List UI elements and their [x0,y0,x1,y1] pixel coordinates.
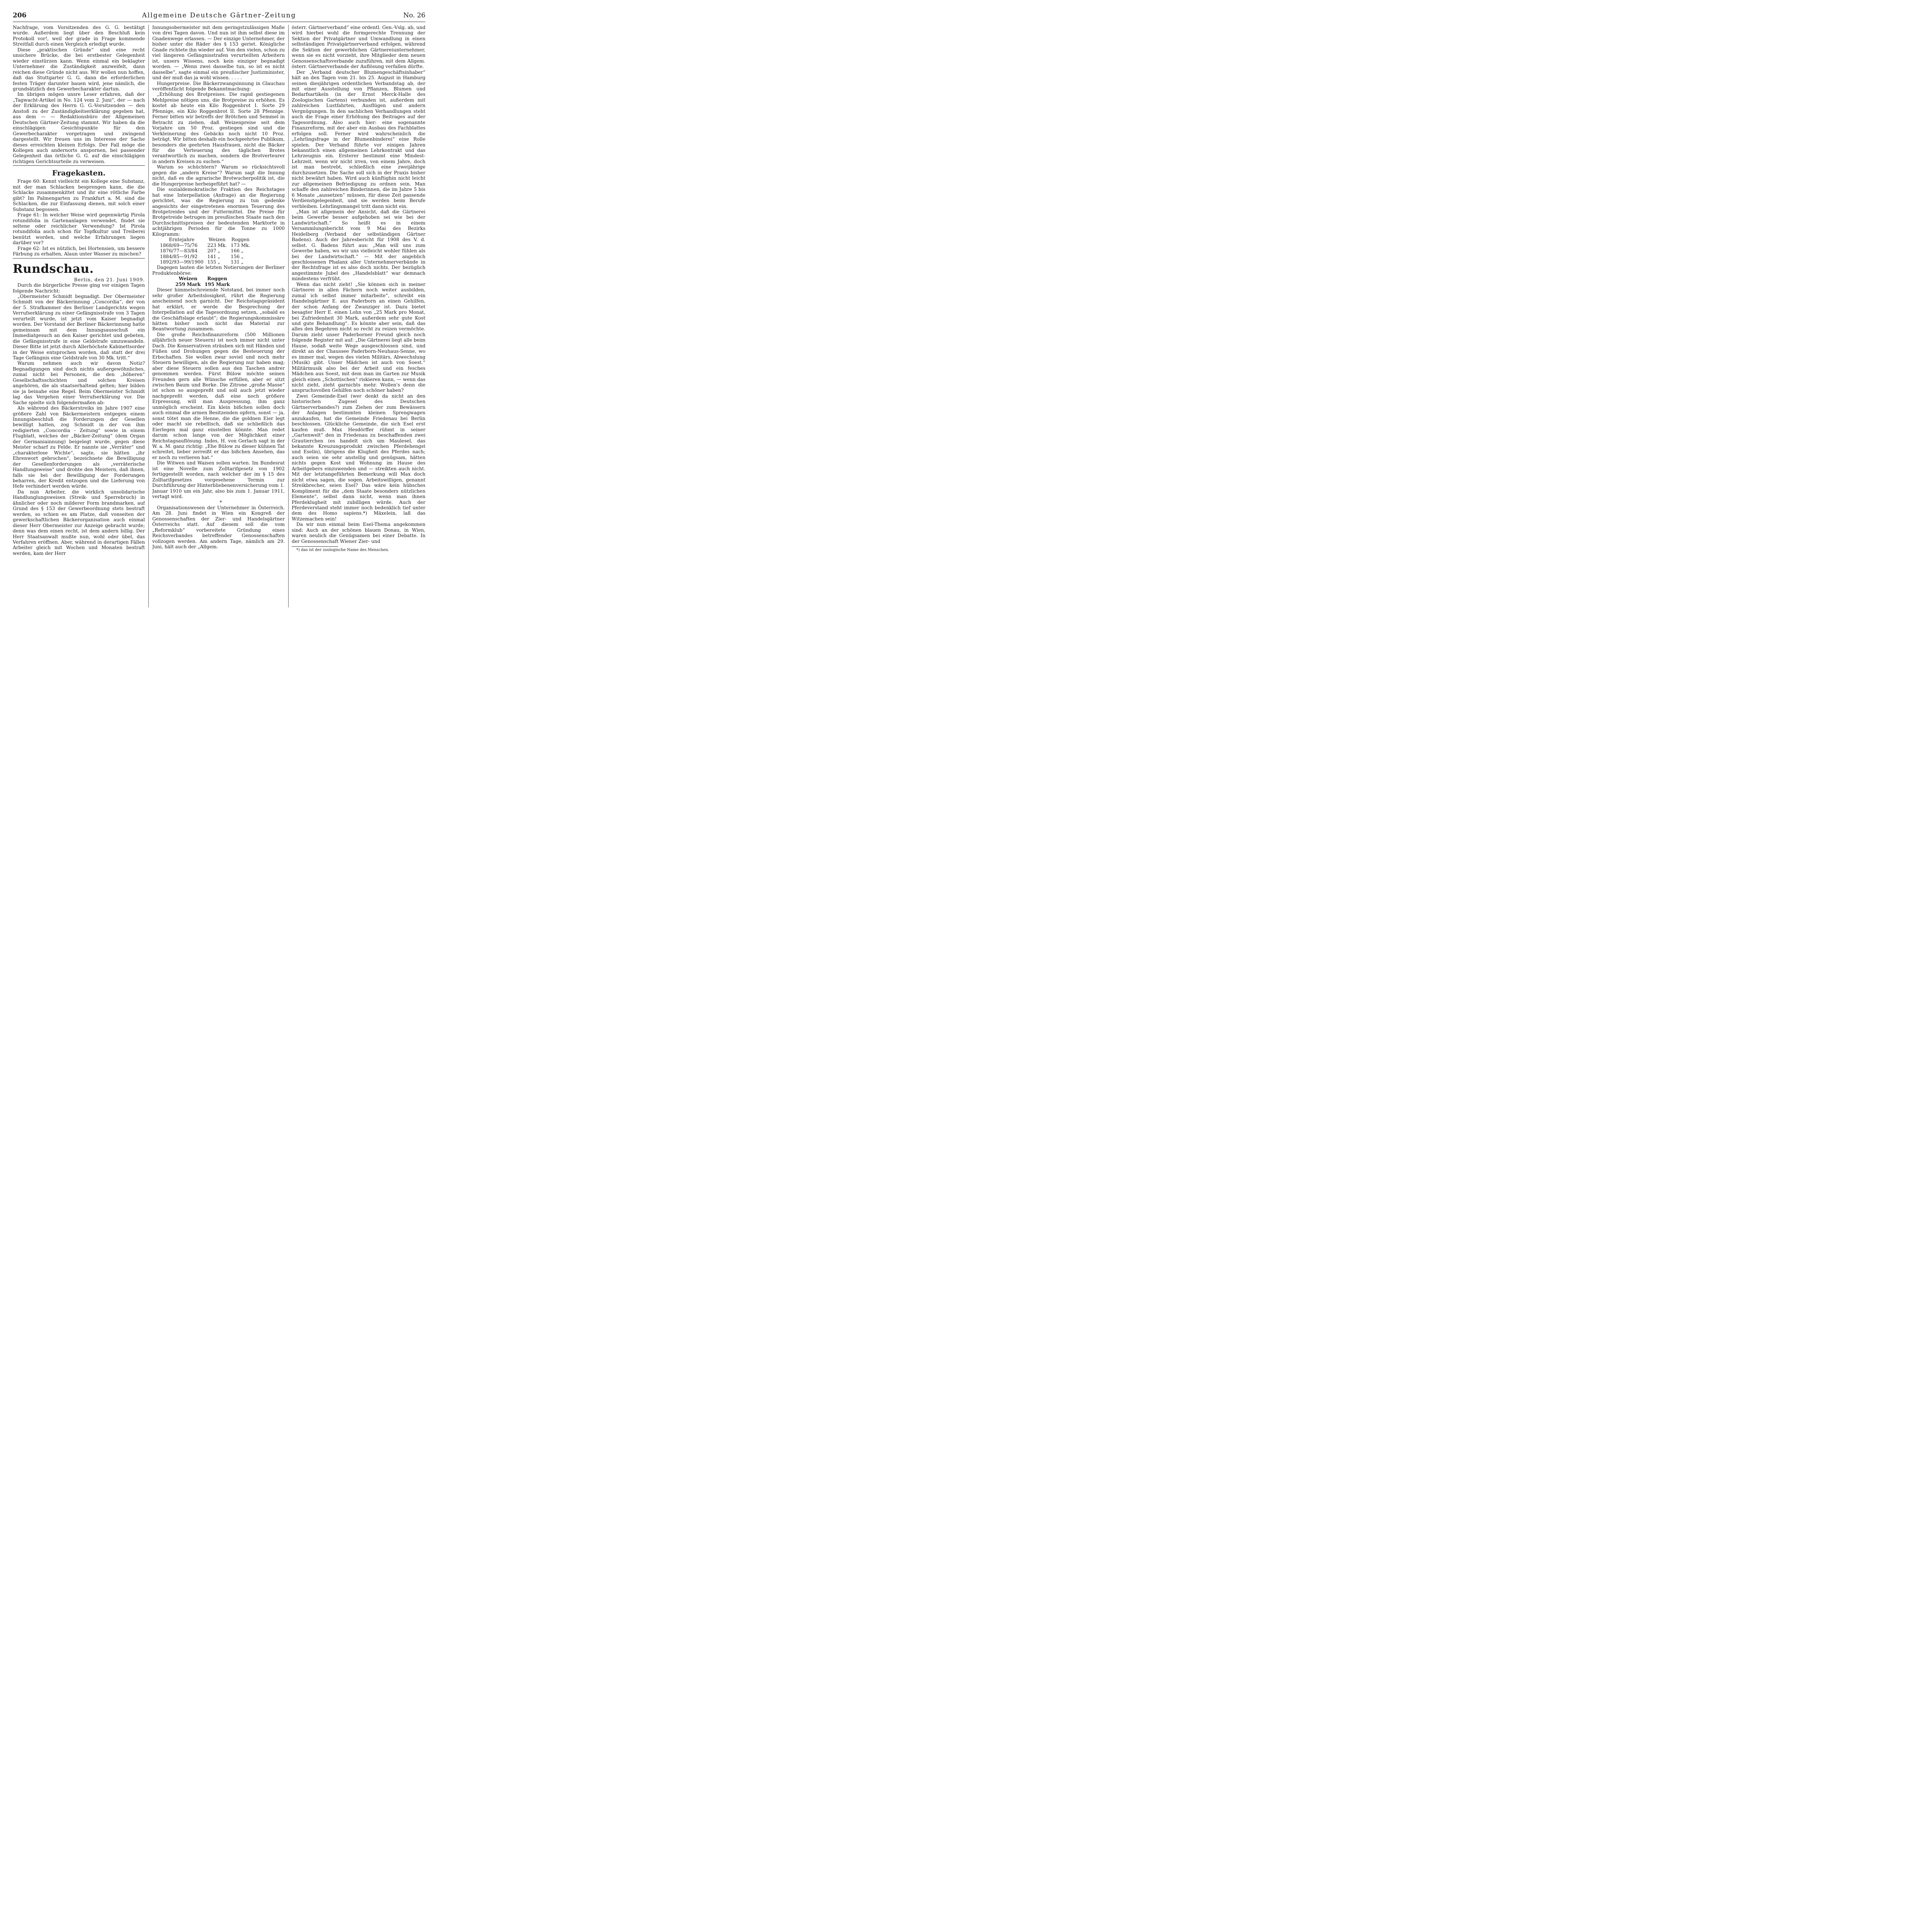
paragraph: Diese „praktischen Gründe“ sind eine recht unsichere Brücke, die bei erstbester Gelegenheit wieder einstürzen kann. Wenn einmal ein beklagter Unternehmer die Zuständigkeit anzweifelt, dann reichen diese Gründe nicht aus. Wir wollen nun hoffen, daß das Stuttgarter G. G. dann die erforderlichen festen Träger darunter bauen wird, jene nämlich, die grundsätzlich den Gewerbecharakter dartun. [13,47,145,92]
question: Frage 62: Ist es nützlich, bei Hortensien, um bessere Färbung zu erhalten, Alaun unter Wasser zu mischen? [13,245,145,257]
table-row [160,254,254,259]
table-row [160,243,254,248]
dateline: Berlin, den 21. Juni 1909. [74,277,145,282]
table-cell: 131 „ [231,259,244,265]
paragraph: Zwei Gemeinde-Esel (wer denkt da nicht an den historischen Zugesel des Deutschen Gärtnerverbandes?) zum Ziehen der zum Bewässern der Anlagen bestimmten kleinen Sprengwagen anzukaufen, hat die Gemeinde Friedenau bei Berlin beschlossen. Glückliche Gemeinde, die sich Esel erst kaufen muß. Max Hesdörffer rühmt in seiner „Gartenwelt“ den in Friedenau zu beschaffenden zwei Grautierchen (es handelt sich um Maulesel, das bekannte Kreuzungsprodukt zwischen Pferdehengst und Eselin), übrigens die Klugheit des Pferdes nach; auch seien sie sehr anstellig und genügsam, hätten nichts gegen Kost und Wohnung im Hause des Arbeitgebers einzuwenden und — streikten auch nicht. Mit der letztangeführten Bemerkung will Max doch nicht etwa sagen, die sogen. Arbeitswilligen, genannt Streikbrecher, seien Esel? Das wäre kein hübsches Kompliment für die „dem Staate besonders nützlichen Elemente“, selbst dann nicht, wenn man ihnen Pferdeklugheit mit zubilligen würde. Auch der Pferdeverstand steht immer noch bedenklich tief unter dem des Homo sapiens.*) Mäxelein, laß das Witzemachen sein! [292,393,425,522]
paragraph: Dagegen lauten die letzten Notierungen der Berliner Produktenbörse: [152,265,285,276]
table-header: Roggen [207,276,227,282]
paragraph: „Obermeister Schmidt begnadigt. Der Obermeister Schmidt von der Bäckerinnung „Concordia“, der von der 5. Strafkammer des Berliner Landgerichts wegen Verrufserklärung zu einer Gefängnisstrafe von 3 Tagen verurteilt wurde, ist jetzt vom Kaiser begnadigt worden. Der Vorstand der Berliner Bäckerinnung hatte gemeinsam mit dem Innungsausschuß ein Immediatgesuch an den Kaiser gerichtet und gebeten, die Gefängnisstrafe in eine Geldstrafe umzuwandeln. Dieser Bitte ist jetzt durch Allerhöchste Kabinettsorder in der Weise entsprochen worden, daß statt der drei Tage Gefängnis eine Geldstrafe von 30 Mk. tritt.“ [13,294,145,361]
table-row [160,259,254,265]
paragraph: Dieser himmelschreiende Notstand, bei immer noch sehr großer Arbeitslosigkeit, rührt die Regierung anscheinend noch garnicht. Der Reichstagspräsident hat erklärt, er werde die Besprechung der Interpellation auf die Tagesordnung setzen, „sobald es die Geschäftslage erlaubt“; die Regierungskommissäre hätten bisher noch nicht das Material zur Beantwortung zusammen. [152,287,285,332]
page-number: 206 [13,12,27,19]
table-header: Erntejahre [169,237,195,243]
table-header: Weizen [208,237,226,243]
table-cell: 155 „ [207,259,220,265]
paragraph: Im übrigen mögen unsre Leser erfahren, daß der „Tagwacht-Artikel in No. 124 vom 2. Juni“, der — nach der Erklärung des Herrn G. G.-Vorsitzenden — den Anstoß zu der Zuständigkeitserklärung gegeben hat, aus dem — — Redaktionsbüro der Allgemeinen Deutschen Gärtner-Zeitung stammt. Wir haben da die einschlägigen Gesichtspunkte für den Gewerbecharakter vorgetragen und zwingend dargestellt. Wir freuen uns im Interesse der Sache dieses erreichten kleinen Erfolgs. Der Fall möge die Kollegen auch andernorts anspornen, bei passender Gelegenheit das örtliche G. G. auf die einschlägigen richtigen Gerichtsurteile zu verweisen. [13,92,145,164]
table-cell: 223 Mk. [207,242,227,248]
paragraph: Die große Reichsfinanzreform (500 Millionen alljährlich neuer Steuern) ist noch immer nicht unter Dach. Die Konservativen sträuben sich mit Händen und Füßen und Drohungen gegen die Besteuerung der Erbschaften. Sie wollen zwar soviel und noch mehr Steuern bewilligen, als die Regierung nur haben mag; aber diese Steuern sollen aus den Taschen andrer genommen werden. Fürst Bülow möchte seinen Freunden gern alle Wünsche erfüllen, aber er sitzt zwischen Baum und Borke. Die Zitrone „große Masse“ ist schon so ausgepreßt und soll auch jetzt wieder nachgepreßt werden, daß eine noch größere Erpressung, will man Auspressung, ihm ganz unmöglich erscheint. Ein klein bißchen sollen doch auch einmal die armen Besitzenden opfern, sonst — ja, sonst tötet man die Henne, die die goldnen Eier legt oder macht sie rebellisch, daß sie schließlich das Eierlegen mal ganz einstellen könnte. Man redet darum schon lange von der Möglichkeit einer Reichstagsauflösung. Indes, H. von Gerlach sagt in der W. a. M. ganz richtig: „Ehe Bülow zu dieser kühnen Tat schreitet, lieber zerreißt er das bißchen Ansehen, das er noch zu verlieren hat.“ [152,332,285,460]
table-cell: 195 Mark [204,281,230,287]
table-cell: 141 „ [207,253,220,259]
paragraph: Warum so schüchtern? Warum so rücksichtsvoll gegen die „andern Kreise“? Warum sagt die Innung nicht, daß es die agrarische Brotwucherpolitik ist, die die Hungerpreise herbeigeführt hat? — [152,164,285,187]
column-divider [148,25,149,607]
table-cell: 1892/93—99/1900 [160,259,204,265]
table-header: Roggen [231,237,250,243]
table-row [175,282,234,287]
paragraph: Wenn das nicht zieht! „Sie können sich in meiner Gärtnerei in allen Fächern noch weiter ausbilden, zumal ich selbst immer mitarbeite“, schreibt ein Handelsgärtner E. aus Paderborn an einen Gehilfen, der schon Anfang der Zwanziger ist. Dazu bietet besagter Herr E. einen Lohn von „25 Mark pro Monat, bei Zufriedenheit 30 Mark, außerdem sehr gute Kost und gute Behandlung“. Es könnte aber sein, daß das alles den Begehren nicht so recht zu reizen vermöchte. Darum zieht unser Paderborner Freund gleich noch folgende Register mit auf: „Die Gärtnerei liegt alle beim Hause, sodaß weite Wege ausgeschlossen sind, und direkt an der Chaussee Paderborn-Neuhaus-Senne, wo es immer mal, wegen des vielen Militärs, Abwechslung (Musik) gibt. Unser Mädchen ist auch von Soest.“ Militärmusik also bei der Arbeit und ein fesches Mädchen aus Soest, mit dem man im Garten zur Musik gleich einen „Schottischen“ riskieren kann, — wenn das nicht zieht, zieht garnichts mehr. Wollen's denn die anspruchsvollen Gehilfen noch schöner haben? [292,281,425,393]
table-cell: 1884/85—91/92 [160,253,198,259]
table-cell: 207 „ [207,248,220,254]
grain-price-table [160,237,254,265]
paragraph: Die sozialdemokratische Fraktion des Reichstages hat eine Interpellation (Anfrage) an die Regierung gerichtet, was die Regierung zu tun gedenke angesichts der eingetretenen enormen Teuerung des Brotgetreides und der Futtermittel. Die Preise für Brotgetreide betrugen im preußischen Staate nach den Durchschnittspreisen der bedeutenden Marktorte in achtjährigen Perioden für die Tonne zu 1000 Kilogramm: [152,187,285,237]
table-cell: 1868/69—75/76 [160,242,198,248]
table-cell: 166 „ [231,248,244,254]
table-cell: 259 Mark [175,281,201,287]
page-header [13,11,425,22]
column-middle [152,25,285,607]
paragraph: Da nun Arbeiter, die wirklich unsolidarische Handlunglungsweisen (Streik- und Sperrebruch) in ähnlicher oder noch milderer Form brandmarken, auf Grund des § 153 der Gewerbeordnung stets bestraft werden, so schien es am Platze, daß vonseiten der gewerkschaftlichen Bäckerorganisation auch einmal dieser Herr Obermeister zur Anzeige gebracht wurde; denn was dem einen recht, ist dem andern billig. Der Herr Staatsanwalt mußte nun, wohl oder übel, das Verfahren eröffnen. Aber, während in derartigen Fällen Arbeiter gleich mit Wochen und Monaten bestraft werden, kam der Herr [13,489,145,556]
paragraph: Hungerpreise. Die Bäckerzwangsinnung in Glauchau veröffentlicht folgende Bekanntmachung: [152,80,285,92]
paragraph: Nachfrage, vom Vorsitzenden des G. G. bestätigt wurde. Außerdem liegt über den Beschluß kein Protokoll vor!, weil der grade in Frage kommende Streitfall durch einen Vergleich erledigt wurde. [13,25,145,47]
boerse-table [175,276,234,287]
table-header: Weizen [178,276,197,282]
footnote: *) das ist der zoologische Name des Menschen. [296,548,389,553]
section-heading-fragekasten: Fragekasten. [52,169,106,178]
column-right [292,25,425,607]
column-left [13,25,145,607]
paragraph: „Man ist allgemein der Ansicht, daß die Gärtnerei beim Gewerbe besser aufgehoben sei wie bei der Landwirtschaft.“ So heißt es in einem Versammlungsbericht vom 9 Mai des Bezirks Heidelberg (Verband der selbständigen Gärtner Badens). Auch der Jahresbericht für 1908 des V. d. selbst. G. Badens führt aus: „Man will uns zum Gewerbe haben, wo wir uns vielleicht wohler fühlen als bei der Landwirtschaft.“ — Mit der angeblich geschlossenen Phalanx aller Unternehmerverbände in der Rechtsfrage ist es also doch nichts. Der bezüglich angestimmte Jubel des „Handelsblatt“ war demnach mindestens verfrüht. [292,209,425,282]
paragraph: Organisationswesen der Unternehmer in Österreich. Am 28. Juni findet in Wien ein Kongreß der Genossenschaften der Zier- und Handelsgärtner Österreichs statt. Auf diesem soll die vom „Reformklub“ vorbereitete Gründung eines Reichsverbandes betreffender Genossenschaften vollzogen werden. Am andern Tage, nämlich am 29. Juni, hält auch der „Allgem. [152,505,285,550]
question: Frage 60: Kennt vielleicht ein Kollege eine Substanz, mit der man Schlacken besprengen kann, die die Schlacke zusammenkittet und ihr eine rötliche Farbe gibt? Im Palmengarten zu Frankfurt a. M. sind die Schlacken, die zur Einfassung dienen, mit solch einer Substanz begossen. [13,179,145,212]
paragraph: Als während des Bäckerstreiks im Jahre 1907 eine größere Zahl von Bäckermeistern entgegen einem Innungsbeschluß die Forderungen der Gesellen bewilligt hatten, zog Schmidt in der von ihm redigierten „Concordia - Zeitung“ sowie in einem Flugblatt, welches der „Bäcker-Zeitung“ (dem Organ der Germaniainnung) beigelegt wurde, gegen diese Meister scharf zu Felde. Er nannte sie „Verräter“ und „charakterlose Wichte“, sagte, sie hätten „ihr Ehrenwort gebrochen“, bezeichnete die Bewilligung der Gesellenforderungen als „verräterische Handlungsweise“ und drohte den Meistern, daß ihnen, falls sie bei der Bewilligung der Forderungen beharren, der Kredit entzogen und die Lieferung von Hefe verhindert werden würde. [13,405,145,489]
table-cell: 173 Mk. [231,242,250,248]
paragraph: Der „Verband deutscher Blumengeschäftsinhaber“ hält an den Tagen vom 21. bis 25. August in Hamburg seinen diesjährigen ordentlichen Verbandstag ab, der mit einer Ausstellung von Pflanzen, Blumen und Bedarfsartikeln (in der Ernst Merck-Halle des Zoologischen Gartens) verbunden ist, außerdem mit zahlreichen Lustfahrten, Ausflügen und andern Vergnügungen. In den sachlichen Verhandlungen steht auch die Frage einer Erhöhung des Beitrages auf der Tagesordnung. Also auch hier: eine sogenannte Finanzreform, mit der aber ein Ausbau des Fachblattes erfolgen soll. Ferner wird wahrscheinlich die „Lehrlingsfrage in der Blumenbinderei“ eine Rolle spielen. Der Verband führte vor einigen Jahren bekanntlich einen allgemeinen Lehrkontrakt und das Lehrzeugnis ein. Ersterer bestimmt eine Mindest-Lehrzeit, wenn wir nicht irren, von einem Jahre, doch ist man bestrebt, schließlich eine zweijährige durchzusetzen. Die Sache soll sich in der Praxis bisher nicht bewährt haben. Wird auch künftighin nicht leicht zur allgemeinen Befriedigung zu ordnen sein. Man schaffe den zahlreichen Binderinnen, die im Jahre 5 bis 6 Monate „aussetzen“ müssen, für diese Zeit passende Verdienstgelegenheit, und sie werden beim Berufe verbleiben. Lehrlingsmangel tritt dann nicht ein. [292,69,425,209]
section-heading-rundschau: Rundschau. [13,262,94,276]
paragraph: „Erhöhung des Brotpreises. Die rapid gestiegenen Mehlpreise nötigen uns, die Brotpreise zu erhöhen. Es kostet ab heute ein Kilo Roggenbrot I. Sorte 29 Pfennige, ein Kilo Roggenbrot II. Sorte 28 Pfennige. Ferner bitten wir betreffs der Brötchen und Semmel in Betracht zu ziehen, daß Weizenpreise seit dem Vorjahre um 50 Proz. gestiegen sind und die Verkleinerung des Gebäcks noch nicht 10 Proz. beträgt. Wir bitten deshalb ein hochgeehrtes Publikum, besonders die geehrten Hausfrauen, nicht die Bäcker für die Verteuerung des täglichen Brotes verantwortlich zu machen, sondern die Brotverteurer in andern Kreisen zu suchen.“ [152,92,285,164]
table-row [160,248,254,253]
issue-number: No. 26 [403,12,425,19]
question: Frage 61: In welcher Weise wird gegenwärtig Pirola rotundifolia in Gartenanlagen verwendet, findet sie seltene oder reichlicher Verwendung? Ist Pirola rotundifolia auch schon für Topfkultur und Treiberei benützt worden, und welche Erfahrungen liegen darüber vor? [13,212,145,246]
paragraph: österr. Gärtnerverband“ eine ordentl. Gen.-Vslg. ab, und wird hierbei wohl die formgerechte Trennung der Sektion der Privatgärtner und Umwandlung in einen selbständigen Privatgärtnerverband erfolgen, während die Sektion der gewerblichen Gärtnereiunternehmer, wenn sie es nicht vorzieht, ihre Mitglieder dem neuen Genossenschaftsverbande zuzuführen, mit dem Allgem. österr. Gärtnerverbande der Auflösung verfallen dürfte. [292,25,425,70]
section-divider [13,258,145,259]
section-star: * [219,499,222,505]
section-divider [13,165,145,166]
table-cell: 1876/77—83/84 [160,248,198,254]
paragraph: Durch die bürgerliche Presse ging vor einigen Tagen folgende Nachricht: [13,282,145,294]
paragraph: Warum nehmen auch wir davon Notiz? Begnadigungen sind doch nichts außergewöhnliches, zumal nicht bei Personen, die den „höheren“ Gesellschaftsschichten und solchen Kreisen angehören, die als staatserhaltend gelten; hier bilden sie ja beinahe eine Regel. Beim Obermeister Schmidt lag das Vergehen einer Verrufserklärung vor. Die Sache spielte sich folgendermaßen ab: [13,361,145,405]
paragraph: Innungsobermeister mit dem geringstzulässigen Maße von drei Tagen davon. Und nun ist ihm selbst diese im Gnadenwege erlassen. — Der einzige Unternehmer, der bisher unter die Räder des § 153 geriet. Königliche Gnade richtete ihn wieder auf. Von den vielen, schon zu viel längeren Gefängnisstrafen verurteilten Arbeitern ist, unsers Wissens, noch kein einziger begnadigt worden. — „Wenn zwei dasselbe tun, so ist es nicht dasselbe“, sagte einmal ein preußischer Justizminister, und der muß das ja wohl wissen. . . . . [152,25,285,81]
newspaper-title: Allgemeine Deutsche Gärtner-Zeitung [142,12,296,19]
column-divider [288,25,289,607]
paragraph: Da wir nun einmal beim Esel-Thema angekommen sind: Auch an der schönen blauen Donau, in Wien, waren neulich die Genügsamen bei einer Debatte. In der Genossenschaft Wiener Zier- und [292,522,425,544]
paragraph: Die Witwen und Waisen sollen warten. Im Bundesrat ist eine Novelle zum Zolltarifgesetz von 1902 fertiggestellt worden, nach welcher der im § 15 des Zolltarifgesetzes vorgesehene Termin zur Durchführung der Hinterbliebenenversicherung vom 1. Januar 1910 um ein Jahr, also bis zum 1. Januar 1911, vertagt wird. [152,460,285,500]
table-cell: 156 „ [231,253,244,259]
